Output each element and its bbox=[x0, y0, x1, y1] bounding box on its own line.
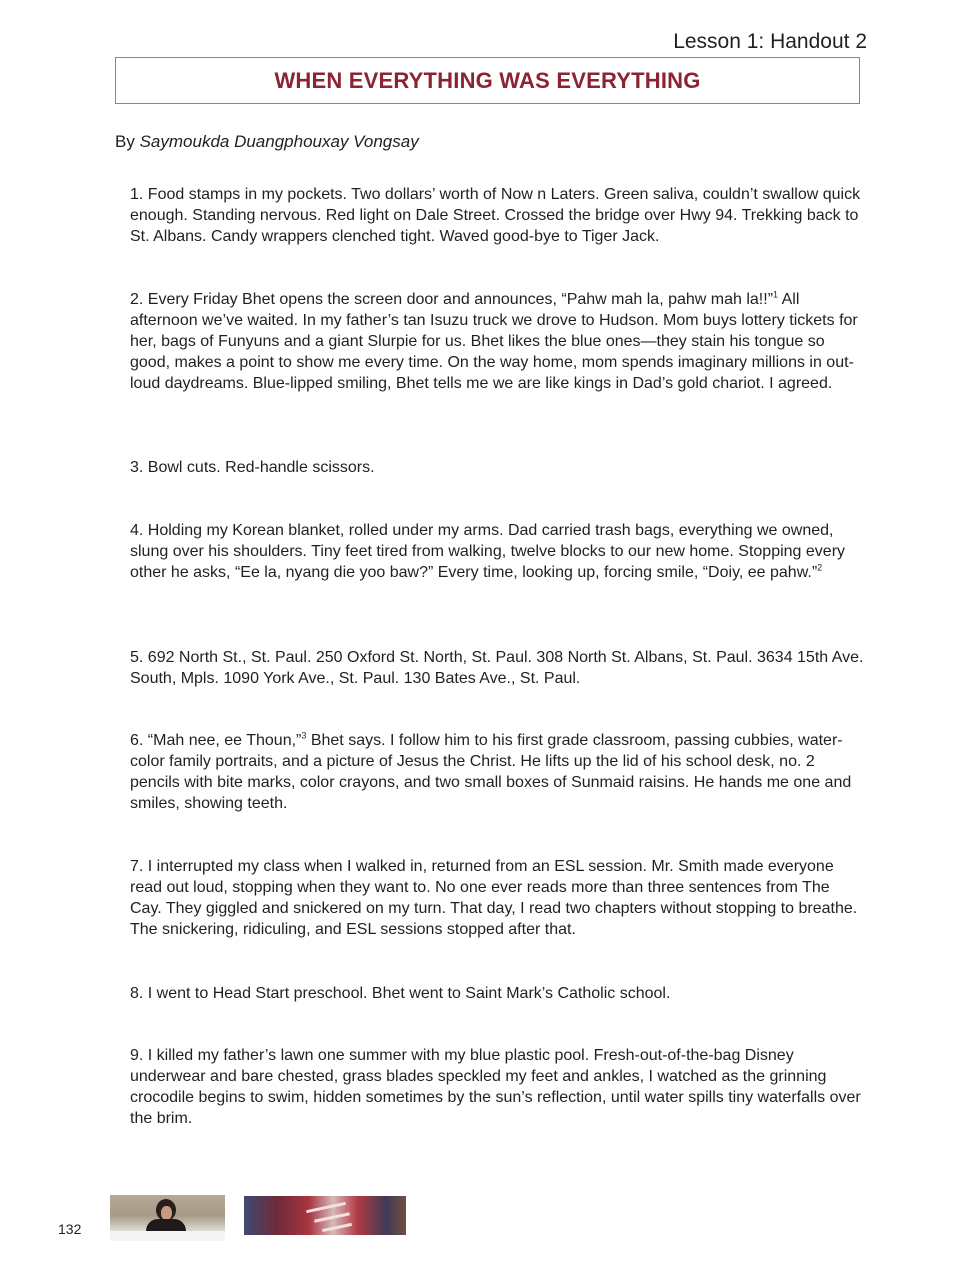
footnote-marker: 3 bbox=[301, 730, 307, 741]
paragraph-8 bbox=[130, 983, 865, 1004]
photo-stripe bbox=[306, 1202, 346, 1213]
paragraph-4 bbox=[130, 520, 865, 583]
paragraph-text: 3. Bowl cuts. Red-handle scissors. bbox=[130, 459, 375, 476]
photo-stripe bbox=[314, 1212, 350, 1222]
author-photo bbox=[110, 1195, 225, 1241]
paragraph-3 bbox=[130, 457, 865, 478]
paragraph-9 bbox=[130, 1045, 865, 1129]
paragraph-6 bbox=[130, 730, 865, 814]
paragraph-text: 4. Holding my Korean blanket, rolled under my arms. Dad carried trash bags, everything we owned, slung over his shoulders. Tiny feet tired from walking, twelve blocks to our new home. Stopping every other he asks, “Ee la, nyang die yoo baw?” Every time, looking up, forcing smile, “Doiy, ee pahw.” bbox=[130, 522, 846, 581]
paragraph-5 bbox=[130, 647, 865, 689]
paragraph-text: All afternoon we’ve waited. In my father’s tan Isuzu truck we drove to Hudson. Mom buys lottery tickets for her, bags of Funyuns and a giant Slurpie for us. Bhet likes the blue ones—they stain his tongue so good, makes a point to show me every time. On the way home, mom spends imaginary millions in out-loud daydreams. Blue-lipped smiling, Bhet tells me we are like kings in Dad’s gold chariot. I agreed. bbox=[130, 291, 858, 392]
photo-stripe bbox=[322, 1223, 352, 1232]
author-name: Saymoukda Duangphouxay Vongsay bbox=[139, 132, 419, 151]
photo-person-face bbox=[161, 1206, 172, 1220]
paragraph-text: 7. I interrupted my class when I walked in, returned from an ESL session. Mr. Smith made everyone read out loud, stopping when they want to. No one ever reads more than three sentences from The Cay. They giggled and snickered on my turn. That day, I read two chapters without stopping to breathe. The snickering, ridiculing, and ESL sessions stopped after that. bbox=[130, 858, 858, 938]
footnote-marker: 1 bbox=[773, 289, 779, 300]
lesson-label: Lesson 1: Handout 2 bbox=[673, 30, 867, 53]
handout-title: WHEN EVERYTHING WAS EVERYTHING bbox=[274, 67, 701, 93]
byline-prefix: By bbox=[115, 132, 135, 151]
paragraph-text: 8. I went to Head Start preschool. Bhet went to Saint Mark’s Catholic school. bbox=[130, 985, 671, 1002]
paragraph-2 bbox=[130, 289, 865, 394]
paragraph-text: 5. 692 North St., St. Paul. 250 Oxford St. North, St. Paul. 308 North St. Albans, St. Paul. 3634 15th Ave. South, Mpls. 1090 York Ave., St. Paul. 130 Bates Ave., St. Paul. bbox=[130, 649, 864, 687]
flag-collage-photo bbox=[244, 1196, 406, 1235]
paragraph-text: 9. I killed my father’s lawn one summer with my blue plastic pool. Fresh-out-of-the-bag Disney underwear and bare chested, grass blades speckled my feet and ankles, I watched as the grinning crocodile begins to swim, hidden sometimes by the sun’s reflection, until water spills tiny waterfalls over the brim. bbox=[130, 1047, 861, 1127]
paragraph-text: Bhet says. I follow him to his first grade classroom, passing cubbies, water-color family portraits, and a picture of Jesus the Christ. He lifts up the lid of his school desk, no. 2 pencils with bite marks, color crayons, and two small boxes of Sunmaid raisins. He hands me one and smiles, showing teeth. bbox=[130, 732, 852, 812]
page-number: 132 bbox=[58, 1221, 82, 1237]
photo-table bbox=[110, 1231, 225, 1241]
title-box bbox=[115, 57, 860, 104]
paragraph-text: 2. Every Friday Bhet opens the screen door and announces, “Pahw mah la, pahw mah la!!” bbox=[130, 291, 774, 308]
byline bbox=[115, 132, 419, 152]
paragraph-7 bbox=[130, 856, 865, 940]
footnote-marker: 2 bbox=[817, 562, 823, 573]
paragraph-1 bbox=[130, 184, 865, 247]
paragraph-text: 6. “Mah nee, ee Thoun,” bbox=[130, 732, 302, 749]
paragraph-text: 1. Food stamps in my pockets. Two dollars’ worth of Now n Laters. Green saliva, couldn’t swallow quick enough. Standing nervous. Red light on Dale Street. Crossed the bridge over Hwy 94. Trekking back to St. Albans. Candy wrappers clenched tight. Waved good-bye to Tiger Jack. bbox=[130, 186, 861, 245]
